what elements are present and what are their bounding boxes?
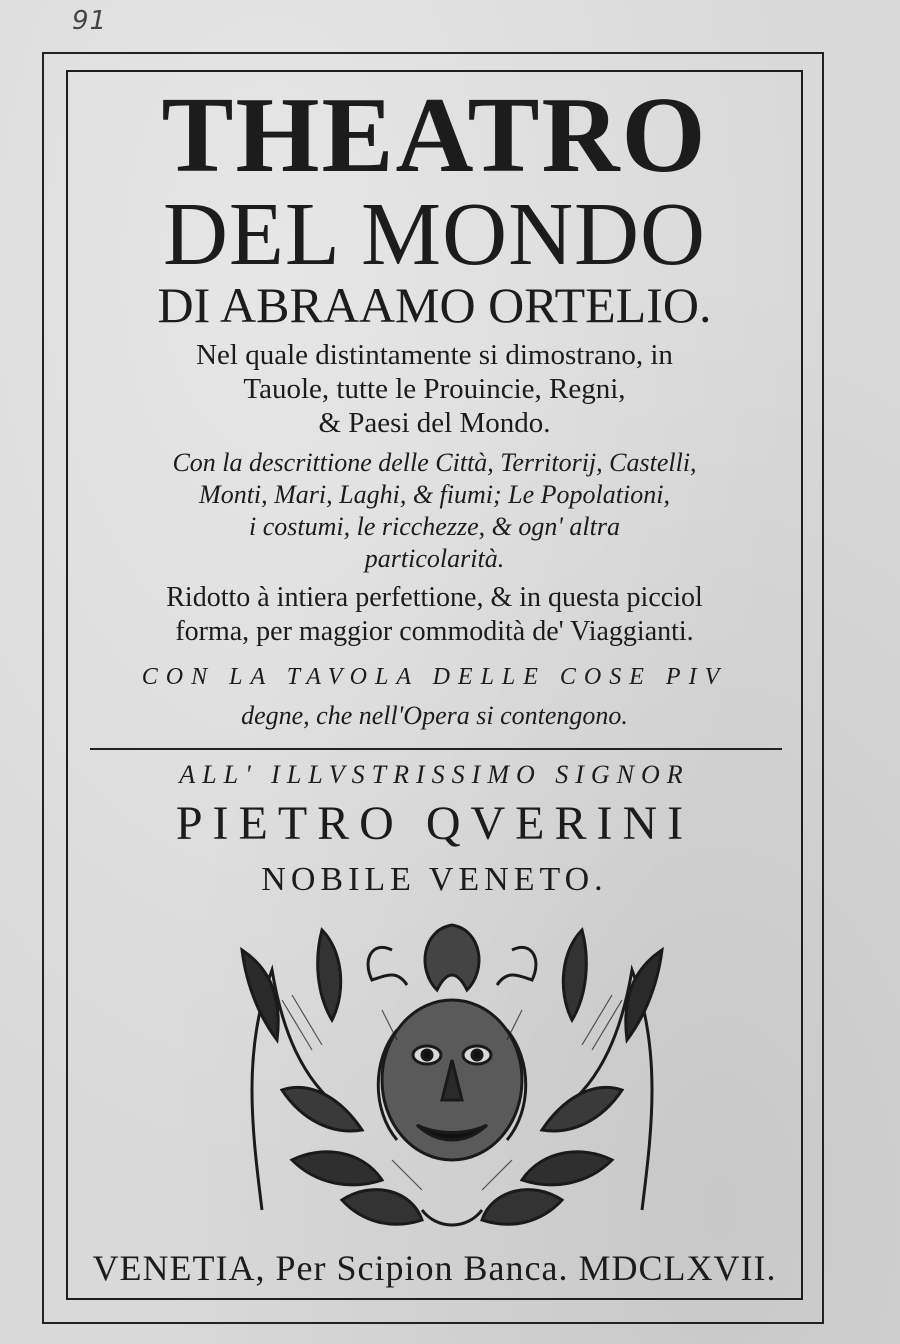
divider-rule <box>90 748 782 750</box>
dedicatee-name: PIETRO QVERINI <box>175 797 694 850</box>
description-line-3: i costumi, le ricchezze, & ogn' altra <box>249 512 620 541</box>
shelfmark-annotation: 91 <box>72 6 108 36</box>
index-line-2: degne, che nell'Opera si contengono. <box>241 701 628 730</box>
description-line-1: Con la descrittione delle Città, Territorij, Castelli, <box>172 448 697 477</box>
edition-line-1: Ridotto à intiera perfettione, & in questa picciol <box>166 582 703 613</box>
subtitle-line-2: Tauole, tutte le Prouincie, Regni, <box>243 373 626 405</box>
title-line-3: DI ABRAAMO ORTELIO. <box>157 277 712 333</box>
title-line-2: DEL MONDO <box>162 185 707 284</box>
description-line-2: Monti, Mari, Laghi, & fiumi; Le Popolationi, <box>199 480 670 509</box>
description-line-4: particolarità. <box>364 544 505 573</box>
subtitle-line-3: & Paesi del Mondo. <box>318 407 551 439</box>
title-line-1: THEATRO <box>161 76 708 195</box>
printers-device-icon <box>222 910 682 1240</box>
imprint: VENETIA, Per Scipion Banca. MDCLXVII. <box>92 1248 777 1288</box>
dedication-line-1: ALL' ILLVSTRISSIMO SIGNOR <box>179 760 690 789</box>
subtitle-line-1: Nel quale distintamente si dimostrano, in <box>196 339 673 371</box>
edition-line-2: forma, per maggior commodità de' Viaggianti. <box>175 616 694 647</box>
dedicatee-title: NOBILE VENETO. <box>261 861 608 898</box>
index-line-1: CON LA TAVOLA DELLE COSE PIV <box>141 664 728 690</box>
